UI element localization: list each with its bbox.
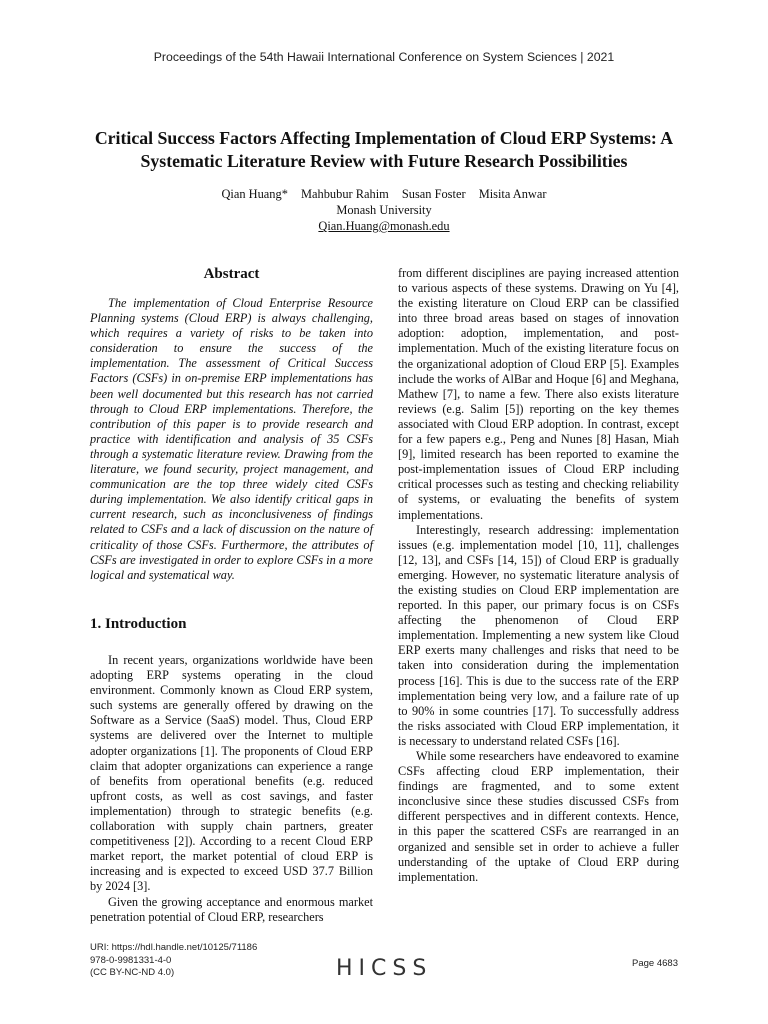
abstract-heading: Abstract: [203, 266, 260, 282]
page-number: Page 4683: [632, 958, 678, 969]
body-paragraph: While some researchers have endeavored to examine CSFs affecting cloud ERP implementation, their findings are fragmented, and to some extent inconclusive since these studies discussed CSFs from different perspectives and in different contexts. Hence, in this paper the scattered CSFs are rearranged in an organized and sensible set in order to achieve a fuller understanding of the uptake of Cloud ERP during implementation.: [398, 749, 679, 884]
footer-identifiers: [90, 942, 257, 980]
title-line-2: Systematic Literature Review with Future Research Possibilities: [140, 151, 628, 171]
hicss-logo: HICSS: [336, 956, 433, 981]
author-block: [0, 186, 768, 234]
author-name: Susan Foster: [401, 187, 466, 201]
author-name: Qian Huang*: [221, 187, 288, 201]
right-column: [398, 266, 679, 885]
section-heading-introduction: 1. Introduction: [90, 616, 187, 632]
abstract-text: The implementation of Cloud Enterprise Resource Planning systems (Cloud ERP) is always challenging, which requires a variety of risks to be taken into consideration to ensure the success of the implementation. The assessment of Critical Success Factors (CSFs) in on-premise ERP implementations has been well documented but this research has not carried through to Cloud ERP implementations. Therefore, the contribution of this paper is to provide research and practice with identification and analysis of 35 CSFs through a systematic literature review. Drawing from the literature, we found security, project management, and communication are the top three widely cited CSFs during implementation. We also identify critical gaps in current research, such as inconclusiveness of findings related to CSFs and a lack of discussion on the nature of criticality of those CSFs. Furthermore, the attributes of CSFs are investigated in order to explore CSFs in a more logical and systematical way.: [90, 296, 373, 582]
title-line-1: Critical Success Factors Affecting Implementation of Cloud ERP Systems: A: [94, 128, 674, 148]
paper-title: [60, 127, 708, 173]
footer-license: (CC BY-NC-ND 4.0): [90, 967, 175, 978]
author-name: Misita Anwar: [478, 187, 547, 201]
conference-header: Proceedings of the 54th Hawaii International Conference on System Sciences | 2021: [153, 50, 615, 64]
intro-paragraph: In recent years, organizations worldwide have been adopting ERP systems operating in the cloud environment. Commonly known as Cloud ERP system, such systems are generally offered by drawing on the Software as a Service (SaaS) model. Thus, Cloud ERP systems are delivered over the Internet to multiple adopter organizations [1]. The proponents of Cloud ERP claim that adopter organizations can experience a range of benefits from operational benefits (e.g. reduced upfront costs, as well as cost savings, and faster implementation) through to strategic benefits (e.g. collaboration with supply chain partners, greater competitiveness [2]). According to a recent Cloud ERP market report, the market potential of cloud ERP is increasing and is expected to exceed USD 37.7 Billion by 2024 [3].: [90, 653, 373, 894]
footer-isbn: 978-0-9981331-4-0: [90, 954, 172, 966]
footer-uri-link[interactable]: URI: https://hdl.handle.net/10125/71186: [90, 942, 258, 953]
intro-paragraph: Given the growing acceptance and enormous market penetration potential of Cloud ERP, researchers: [90, 894, 373, 924]
author-name: Mahbubur Rahim: [301, 187, 389, 201]
body-paragraph: Interestingly, research addressing: implementation issues (e.g. implementation model [10, 11], challenges [12, 13], and CSFs [14, 15]) of Cloud ERP is gradually emerging. However, no systematic literature analysis of the existing studies on Cloud ERP implementation are reported. In this paper, our primary focus is on CSFs affecting the phenomenon of Cloud ERP implementation. Implementing a new system like Cloud ERP exerts many challenges and risks that need to be taken into consideration during the implementation process [16]. This is due to the success rate of the ERP implementation being very low, and a failure rate of up to 90% in some countries [17]. To successfully address the risks associated with Cloud ERP implementation, it is necessary to understand related CSFs [16].: [398, 522, 679, 748]
abstract-body: [90, 296, 373, 583]
author-email-link[interactable]: Qian.Huang@monash.edu: [318, 219, 450, 233]
introduction-left-column: [90, 653, 373, 925]
author-names: [0, 186, 768, 202]
affiliation: Monash University: [336, 203, 432, 217]
body-paragraph: from different disciplines are paying increased attention to various aspects of these systems. Drawing on Yu [4], the existing literature on Cloud ERP can be classified into three broad areas based on stages of innovation adoption: adoption, implementation, and post-implementation. Much of the existing literature focus on the organizational adoption of Cloud ERP [5]. Examples include the works of AlBar and Hoque [6] and Meghana, Mathew [7], to name a few. There also exists literature reviews (e.g. Salim [5]) reporting on the key themes associated with Cloud ERP adoption. In contrast, except for a few papers e.g., Peng and Nunes [8] Hasan, Miah [9], limited research has been reported to examine the post-implementation issues of Cloud ERP including critical processes such as testing and checking reliability of systems, or evaluating the benefits of system implementations.: [398, 266, 679, 522]
